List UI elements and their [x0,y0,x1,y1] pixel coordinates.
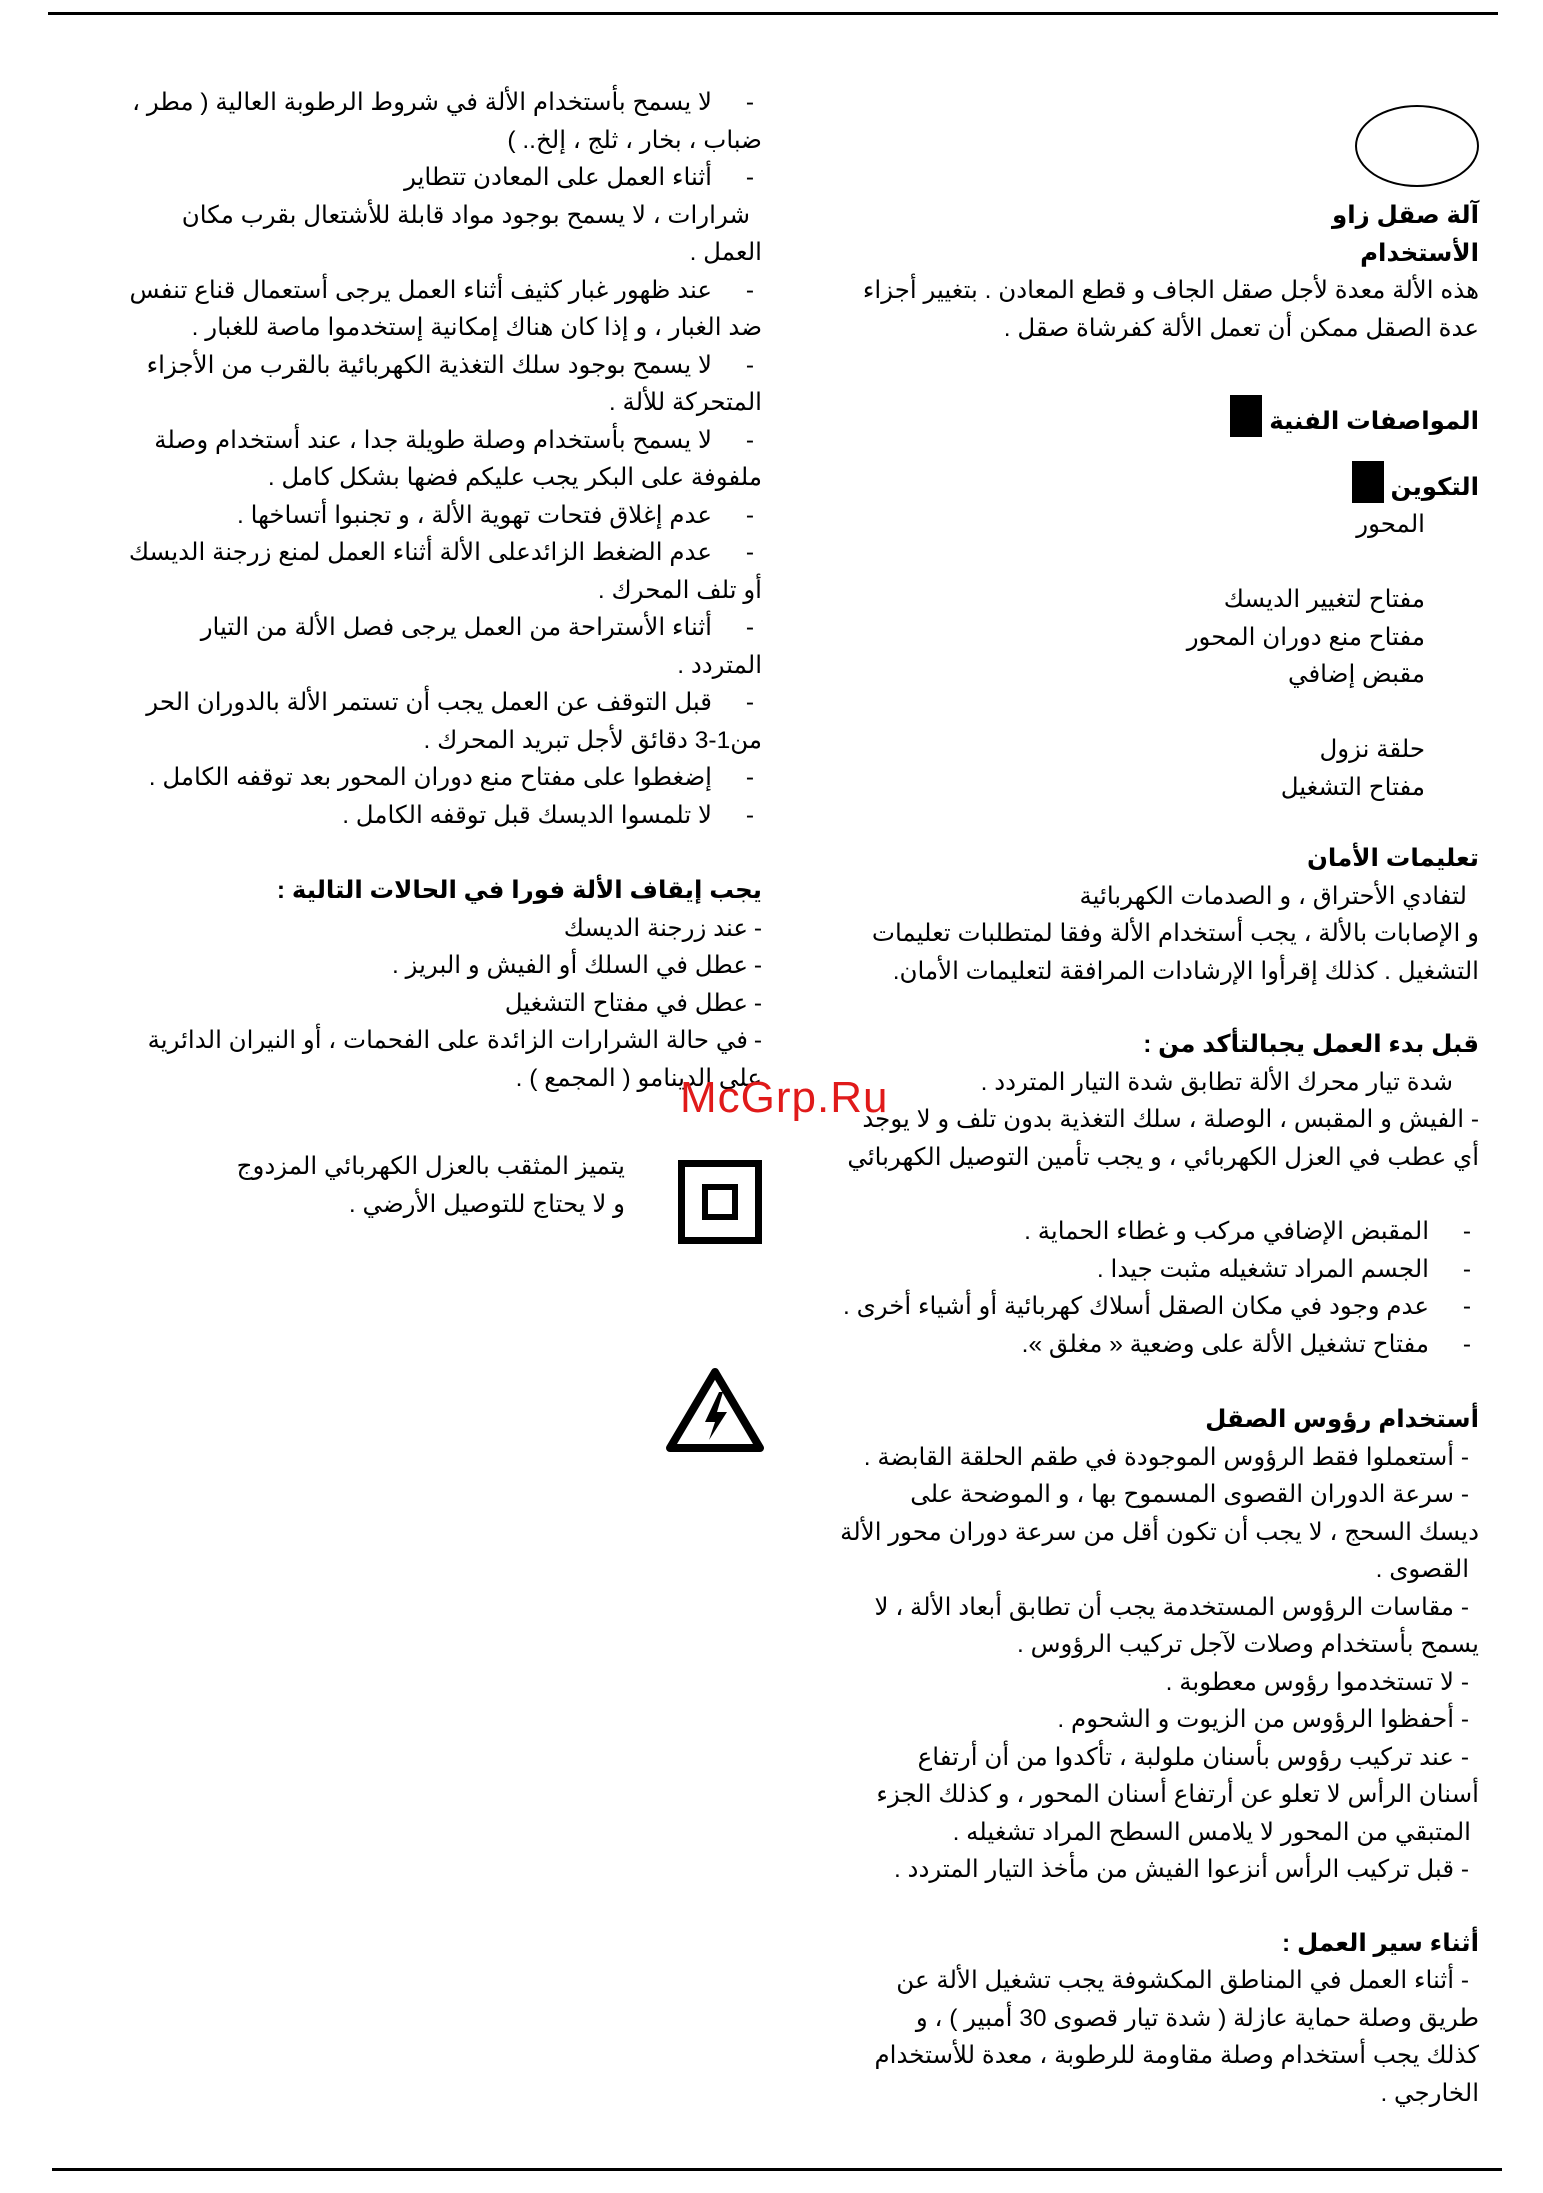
heads-line: ديسك السحج ، لا يجب أن تكون أقل من سرعة دوران محور الألة [840,1518,1479,1546]
heads-line: القصوى . [1375,1556,1469,1583]
before-line: - الفيش و المقبس ، الوصلة ، سلك التغذية بدون تلف و لا يوجد [862,1106,1479,1133]
stop-item-cont: على الدينامو ( المجمع ) . [515,1064,762,1092]
heads-line: - أحفظوا الرؤوس من الزيوت و الشحوم . [1057,1706,1469,1733]
before-item: - المقبض الإضافي مركب و غطاء الحماية . [789,1213,1479,1251]
stop-item: - عطل في مفتاح التشغيل [72,985,762,1023]
during-line: - أثناء العمل في المناطق المكشوفة يجب تشغيل الألة عن [896,1967,1469,1994]
filled-square-icon [1230,395,1262,437]
heads-line: - سرعة الدوران القصوى المسموح بها ، و الموضحة على [910,1481,1469,1508]
stop-item: - عطل في السلك أو الفيش و البريز . [72,947,762,985]
during-line: الخارجي . [1380,2079,1479,2107]
parts-list [789,506,1479,806]
part-item: مقبض إضافي [1288,661,1425,688]
insulation-line: يتميز المثقب بالعزل الكهربائي المزدوج [236,1153,625,1180]
safety-item: - إضغطوا على مفتاح منع دوران المحور بعد توقفه الكامل . [72,759,762,797]
part-item: مفتاح منع دوران المحور [1186,623,1425,651]
heads-line: - مقاسات الرؤوس المستخدمة يجب أن تطابق أبعاد الألة ، لا [874,1593,1469,1621]
safety-item: - أثناء العمل على المعادن تتطاير [72,159,762,197]
heads-line: أسنان الرأس لا تعلو عن أرتفاع أسنان المحور ، و كذلك الجزء [876,1781,1479,1808]
left-column [72,84,762,1097]
use-heading: الأستخدام [1360,239,1479,267]
safety-item: - أثناء الأستراحة من العمل يرجى فصل الألة من التيار [72,609,762,647]
before-line: أي عطب في العزل الكهربائي ، و يجب تأمين التوصيل الكهربائي [847,1143,1479,1171]
logo-oval-icon [1355,105,1479,187]
heads-line: - أستعملوا فقط الرؤوس الموجودة في طقم الحلقة القابضة . [863,1443,1469,1471]
bottom-rule [52,2168,1502,2171]
safety-item: - عدم الضغط الزائدعلى الألة أثناء العمل لمنع زرجنة الديسك [72,534,762,572]
doc-title: آلة صقل زاو [1332,202,1479,229]
part-item: حلقة نزول [1319,736,1425,763]
before-line: شدة تيار محرك الألة تطابق شدة التيار المتردد . [980,1068,1453,1096]
safety-heading: تعليمات الأمان [1306,845,1479,872]
watermark-text: McGrp.Ru [680,1073,889,1122]
safety-item: - لا يسمح بأستخدام وصلة طويلة جدا ، عند أستخدام وصلة [72,422,762,460]
before-item: - عدم وجود في مكان الصقل أسلاك كهربائية أو أشياء أخرى . [789,1288,1479,1326]
during-line: كذلك يجب أستخدام وصلة مقاومة للرطوبة ، معدة للأستخدام [874,2042,1479,2069]
heads-line: - عند تركيب رؤوس بأسنان ملولبة ، تأكدوا من أن أرتفاع [917,1743,1469,1771]
safety-item: - عدم إغلاق فتحات تهوية الألة ، و تجنبوا أتساخها . [72,497,762,535]
safety-text-line: و الإصابات بالألة ، يجب أستخدام الألة وفقا لمتطلبات تعليمات [871,920,1479,947]
safety-item: - لا يسمح بوجود سلك التغذية الكهربائية بالقرب من الأجزاء [72,347,762,385]
heads-heading: أستخدام رؤوس الصقل [1205,1406,1479,1433]
electric-hazard-icon [665,1366,765,1459]
specs-heading: المواصفات الفنية [789,395,1479,441]
stop-heading: يجب إيقاف الألة فورا في الحالات التالية : [276,877,762,904]
part-item: مفتاح لتغيير الديسك [1223,586,1425,613]
part-spacer [789,544,1479,582]
safety-item-cont: المتحركة للألة . [608,389,762,416]
part-item: المحور [1356,511,1425,538]
build-heading: التكوين [789,461,1479,507]
before-item: - الجسم المراد تشغيله مثبت جيدا . [789,1251,1479,1289]
safety-item-cont: ضباب ، بخار ، ثلج ، إلخ.. ) [507,126,762,154]
part-item: مفتاح التشغيل [1280,773,1425,801]
safety-item: - لا تلمسوا الديسك قبل توقفه الكامل . [72,797,762,835]
use-text-line: عدة الصقل ممكن أن تعمل الألة كفرشاة صقل . [1003,314,1479,342]
top-rule [48,12,1498,15]
safety-item-cont: أو تلف المحرك . [597,576,762,604]
during-line: طريق وصلة حماية عازلة ( شدة تيار قصوى 30 أمبير ) ، و [915,2004,1479,2032]
heads-line: - لا تستخدموا رؤوس معطوبة . [1165,1668,1469,1696]
safety-item-cont: ضد الغبار ، و إذا كان هناك إمكانية إستخدموا ماصة للغبار . [191,314,762,341]
safety-item-cont: المتردد . [677,651,762,679]
before-item: - مفتاح تشغيل الألة على وضعية « مغلق ». [789,1326,1479,1364]
before-heading: قبل بدء العمل يجبالتأكد من : [1143,1031,1479,1058]
stop-item: - في حالة الشرارات الزائدة على الفحمات ، أو النيران الدائرية [72,1022,762,1060]
during-heading: أثناء سير العمل : [1282,1929,1479,1957]
insulation-note [237,1148,625,1223]
safety-text-line: لتفادي الأحتراق ، و الصدمات الكهربائية [1079,882,1467,910]
filled-square-icon [1352,461,1384,503]
part-spacer [789,694,1479,732]
safety-item: - قبل التوقف عن العمل يجب أن تستمر الألة بالدوران الحر [72,684,762,722]
safety-item-cont: ملفوفة على البكر يجب عليكم فضها بشكل كامل . [267,464,762,491]
safety-item: - عند ظهور غبار كثيف أثناء العمل يرجى أستعمال قناع تنفس [72,272,762,310]
heads-line: يسمح بأستخدام وصلات لآجل تركيب الرؤوس . [1017,1631,1479,1658]
safety-item-cont: العمل . [689,239,762,266]
double-insulation-icon [678,1160,762,1244]
safety-item: - لا يسمح بأستخدام الألة في شروط الرطوبة العالية ( مطر ، [72,84,762,122]
insulation-line: و لا يحتاج للتوصيل الأرضي . [348,1190,625,1218]
stop-item: - عند زرجنة الديسك [72,910,762,948]
right-column [789,197,1479,2112]
safety-item-cont: شرارات ، لا يسمح بوجود مواد قابلة للأشتعال بقرب مكان [181,201,750,229]
safety-text-line: التشغيل . كذلك إقرأوا الإرشادات المرافقة لتعليمات الأمان. [892,957,1479,985]
use-text-line: هذه الألة معدة لأجل صقل الجاف و قطع المعادن . بتغيير أجزاء [862,277,1479,304]
safety-item-cont: من1-3 دقائق لأجل تبريد المحرك . [423,726,762,754]
heads-line: المتبقي من المحور لا يلامس السطح المراد تشغيله . [952,1818,1471,1846]
heads-line: - قبل تركيب الرأس أنزعوا الفيش من مأخذ التيار المتردد . [893,1856,1469,1883]
